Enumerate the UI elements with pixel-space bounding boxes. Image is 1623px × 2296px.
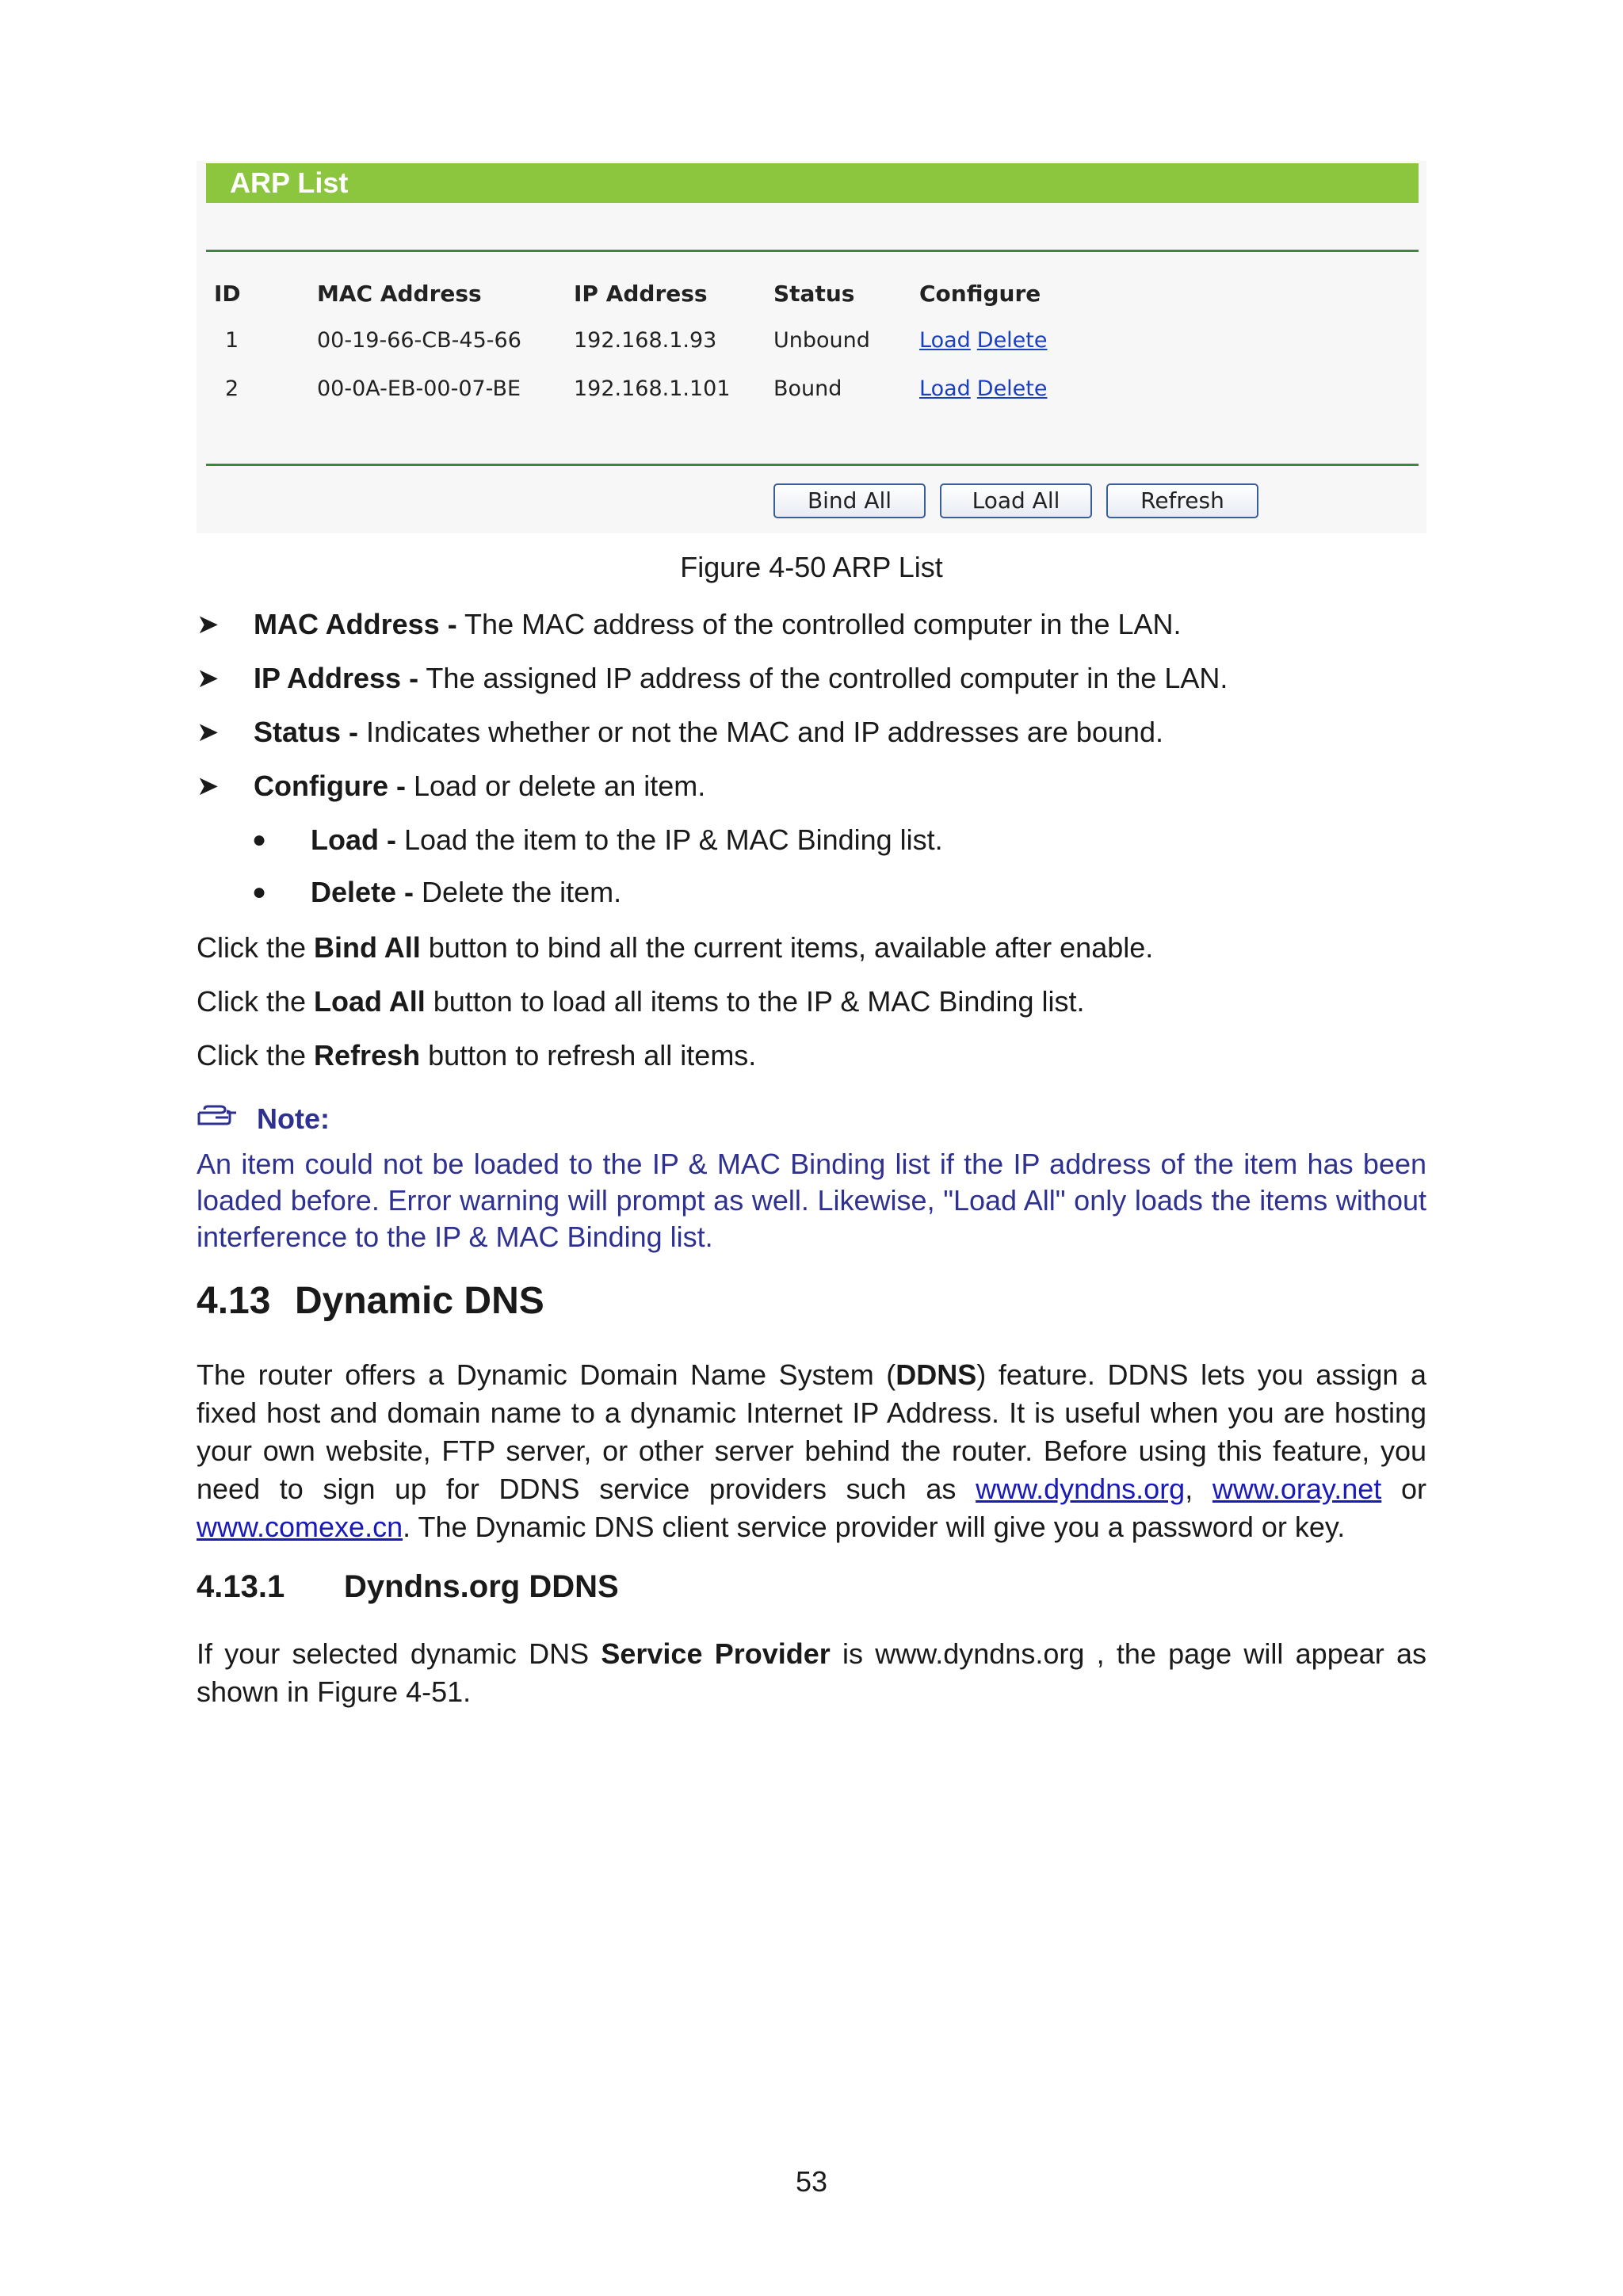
arrow-bullet-icon: ➤ <box>197 771 220 801</box>
oray-link[interactable]: www.oray.net <box>1212 1473 1382 1505</box>
load-link[interactable]: Load <box>919 328 971 353</box>
page-number: 53 <box>795 2165 828 2198</box>
column-header-ip: IP Address <box>574 281 708 307</box>
delete-link[interactable]: Delete <box>976 328 1048 353</box>
refresh-button[interactable]: Refresh <box>1106 483 1258 518</box>
bullet-text: Configure - Load or delete an item. <box>254 770 706 802</box>
section-heading: 4.13 Dynamic DNS <box>197 1280 544 1322</box>
sub-bullet-text: Delete - Delete the item. <box>311 876 622 908</box>
pointing-hand-icon <box>197 1100 239 1138</box>
figure-caption: Figure 4-50 ARP List <box>680 551 943 583</box>
row-ip: 192.168.1.93 <box>574 328 717 353</box>
row-status: Bound <box>773 376 842 401</box>
arp-list-panel <box>197 161 1426 533</box>
arrow-bullet-icon: ➤ <box>197 663 220 693</box>
bullet-text: IP Address - The assigned IP address of the controlled computer in the LAN. <box>254 662 1228 694</box>
column-header-status: Status <box>773 281 855 307</box>
column-header-mac: MAC Address <box>317 281 482 307</box>
comexe-link[interactable]: www.comexe.cn <box>197 1511 403 1543</box>
note-heading: Note: <box>197 1100 330 1138</box>
load-all-button[interactable]: Load All <box>940 483 1092 518</box>
paragraph: Click the Refresh button to refresh all items. <box>197 1039 757 1072</box>
sub-bullet-text: Load - Load the item to the IP & MAC Binding list. <box>311 823 943 856</box>
bullet-text: MAC Address - The MAC address of the controlled computer in the LAN. <box>254 608 1182 640</box>
divider <box>206 464 1419 466</box>
table-header-row <box>197 278 1426 310</box>
section-paragraph: The router offers a Dynamic Domain Name System (DDNS) feature. DDNS lets you assign a fixed host and domain name to a dynamic Internet IP Address. It is useful when you are hosting your own website, FTP server, or other server behind the router. Before using this feature, you need to sign up for DDNS service providers such as www.dyndns.org, www.oray.net or www.comexe.cn. The Dynamic DNS client service provider will give you a password or key. <box>197 1358 1426 1543</box>
paragraph: Click the Bind All button to bind all the current items, available after enable. <box>197 931 1154 964</box>
column-header-id: ID <box>214 281 241 307</box>
paragraph: Click the Load All button to load all items to the IP & MAC Binding list. <box>197 985 1085 1018</box>
table-row <box>197 325 1426 357</box>
table-row <box>197 373 1426 405</box>
row-id: 1 <box>225 328 239 353</box>
arrow-bullet-icon: ➤ <box>197 717 220 747</box>
row-status: Unbound <box>773 328 870 353</box>
arrow-bullet-icon: ➤ <box>197 609 220 640</box>
row-mac: 00-0A-EB-00-07-BE <box>317 376 521 401</box>
dyndns-link[interactable]: www.dyndns.org <box>976 1473 1186 1505</box>
row-configure <box>919 325 1054 357</box>
row-mac: 00-19-66-CB-45-66 <box>317 328 521 353</box>
arp-list-title: ARP List <box>206 163 1419 203</box>
delete-link[interactable]: Delete <box>976 376 1048 401</box>
bind-all-button[interactable]: Bind All <box>773 483 926 518</box>
column-header-configure: Configure <box>919 281 1041 307</box>
subsection-heading: 4.13.1 Dyndns.org DDNS <box>197 1569 619 1604</box>
row-id: 2 <box>225 376 239 401</box>
divider <box>206 250 1419 252</box>
row-configure <box>919 373 1054 405</box>
bullet-text: Status - Indicates whether or not the MAC and IP addresses are bound. <box>254 716 1163 748</box>
row-ip: 192.168.1.101 <box>574 376 731 401</box>
dot-bullet-icon: ● <box>252 827 267 853</box>
subsection-paragraph: If your selected dynamic DNS Service Provider is www.dyndns.org , the page will appear as shown in Figure 4-51. <box>197 1637 1426 1708</box>
load-link[interactable]: Load <box>919 376 971 401</box>
dot-bullet-icon: ● <box>252 879 267 905</box>
note-text: An item could not be loaded to the IP & MAC Binding list if the IP address of the item has been loaded before. Error warning will prompt as well. Likewise, "Load All" only loads the items without interference to the IP & MAC Binding list. <box>197 1148 1426 1253</box>
